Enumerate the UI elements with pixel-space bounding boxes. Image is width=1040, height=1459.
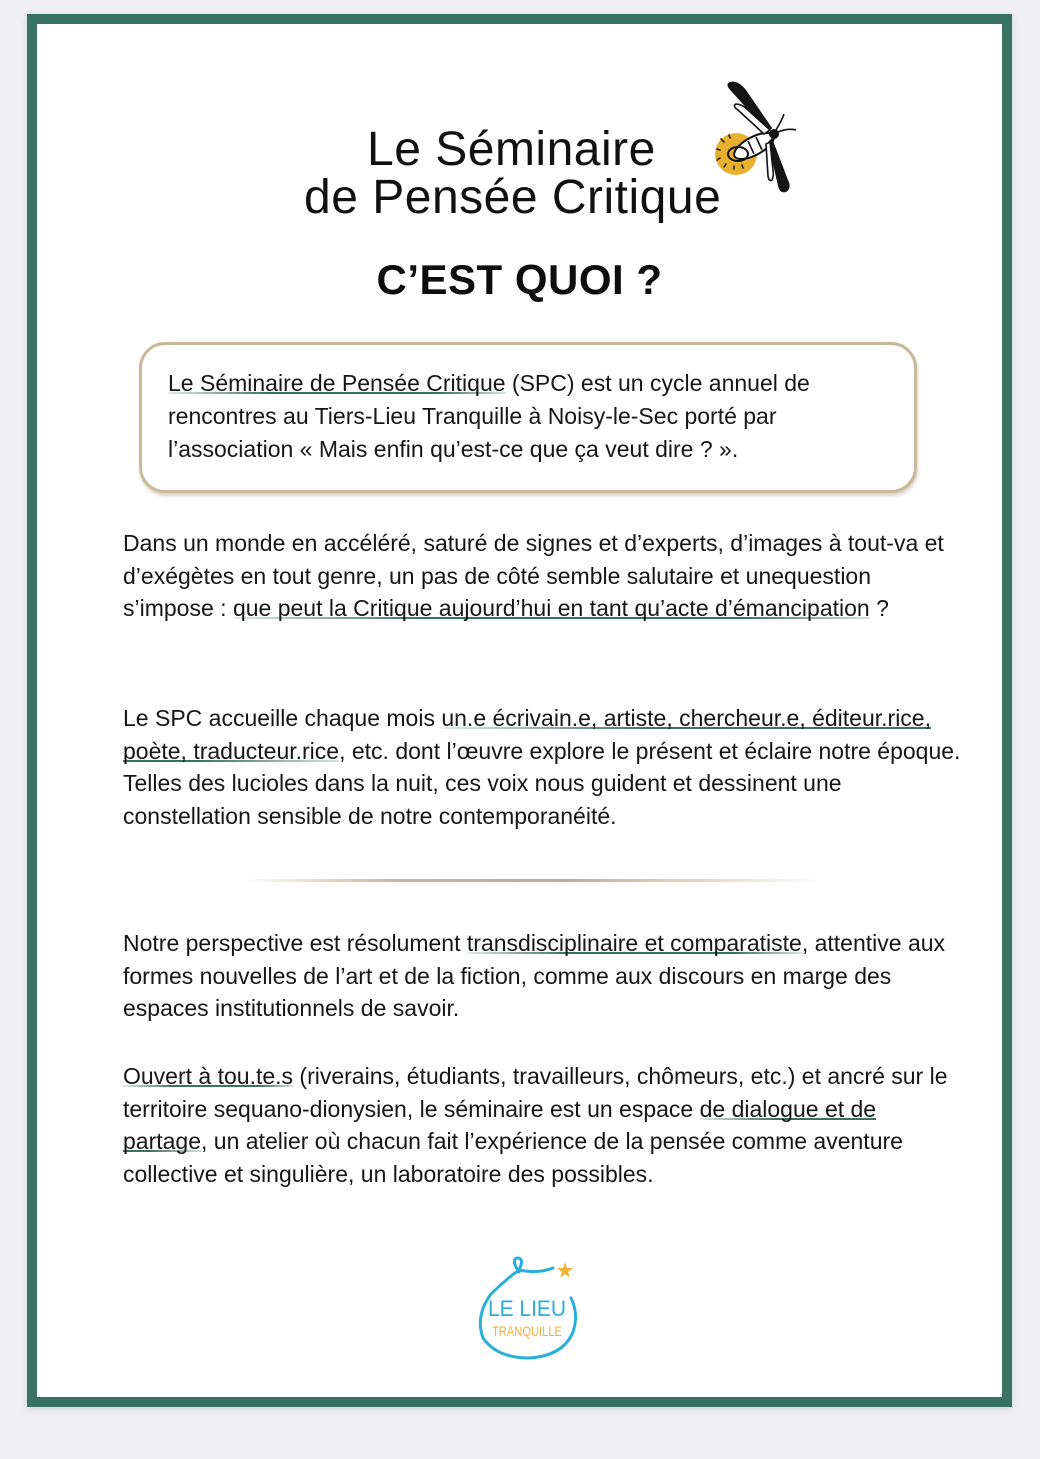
seminar-logo [292, 66, 792, 226]
paragraph4-highlight-1: Ouvert à tou.te.s [123, 1063, 294, 1089]
paragraph4-highlight-2: de dialogue et de partage [123, 1095, 877, 1154]
logo-title-line2: de Pensée Critique [304, 171, 722, 224]
section-divider [244, 879, 826, 882]
intro-highlight: Le Séminaire de Pensée Critique [168, 370, 506, 396]
paragraph-perspective [123, 927, 963, 1025]
document-page [27, 14, 1012, 1407]
paragraph3-text: Notre perspective est résolument [123, 930, 467, 956]
page-heading: C’EST QUOI ? [376, 256, 663, 303]
paragraph1-highlight: que peut la Critique aujourd’hui en tant qu’acte d’émancipation [232, 595, 870, 621]
paragraph2-text: Le SPC accueille chaque mois [123, 705, 442, 731]
paragraph-open [123, 1060, 963, 1190]
logo-text-le-lieu: LE LIEU [488, 1296, 566, 1321]
logo-title-line1: Le Séminaire [367, 123, 656, 176]
paragraph2-end: , etc. dont l’œuvre explore le présent et éclaire notre époque. Telles des lucioles dans la nuit, ces voix nous guident et dessinent une constellation sensible de notre contemporanéité. [123, 737, 961, 829]
paragraph1-end: ? [869, 595, 889, 621]
paragraph-guests [123, 702, 963, 832]
paragraph1-text: Dans un monde en accéléré, saturé de signes et d’experts, d’images à tout-va et d’exégètes en tout genre, un pas de côté semble salutaire et unequestion s’impose : [123, 530, 944, 621]
firefly-icon [692, 76, 802, 206]
paragraph3-end: , attentive aux formes nouvelles de l’art et de la fiction, comme aux discours en marge des espaces institutionnels de savoir. [123, 930, 946, 1021]
paragraph2-highlight: un.e écrivain.e, artiste, chercheur.e, éditeur.rice, poète, traducteur.rice [123, 705, 931, 764]
paragraph4-text-1: (riverains, étudiants, travailleurs, chômeurs, etc.) et ancré sur le territoire sequano-dionysien, le séminaire est un espace [123, 1063, 948, 1122]
intro-rest: (SPC) est un cycle annuel de rencontres au Tiers-Lieu Tranquille à Noisy-le-Sec porté par l’association « Mais enfin qu’est-ce que ça veut dire ? ». [168, 370, 810, 462]
le-lieu-tranquille-logo [467, 1254, 587, 1364]
logo-text-tranquille: TRANQUILLE [492, 1323, 562, 1339]
intro-box [139, 342, 917, 493]
paragraph4-text-2: , un atelier où chacun fait l’expérience de la pensée comme aventure collective et singulière, un laboratoire des possibles. [123, 1128, 903, 1187]
intro-text [168, 367, 908, 466]
paragraph-critique [123, 527, 963, 625]
paragraph3-highlight: transdisciplinaire et comparatiste [466, 930, 802, 956]
